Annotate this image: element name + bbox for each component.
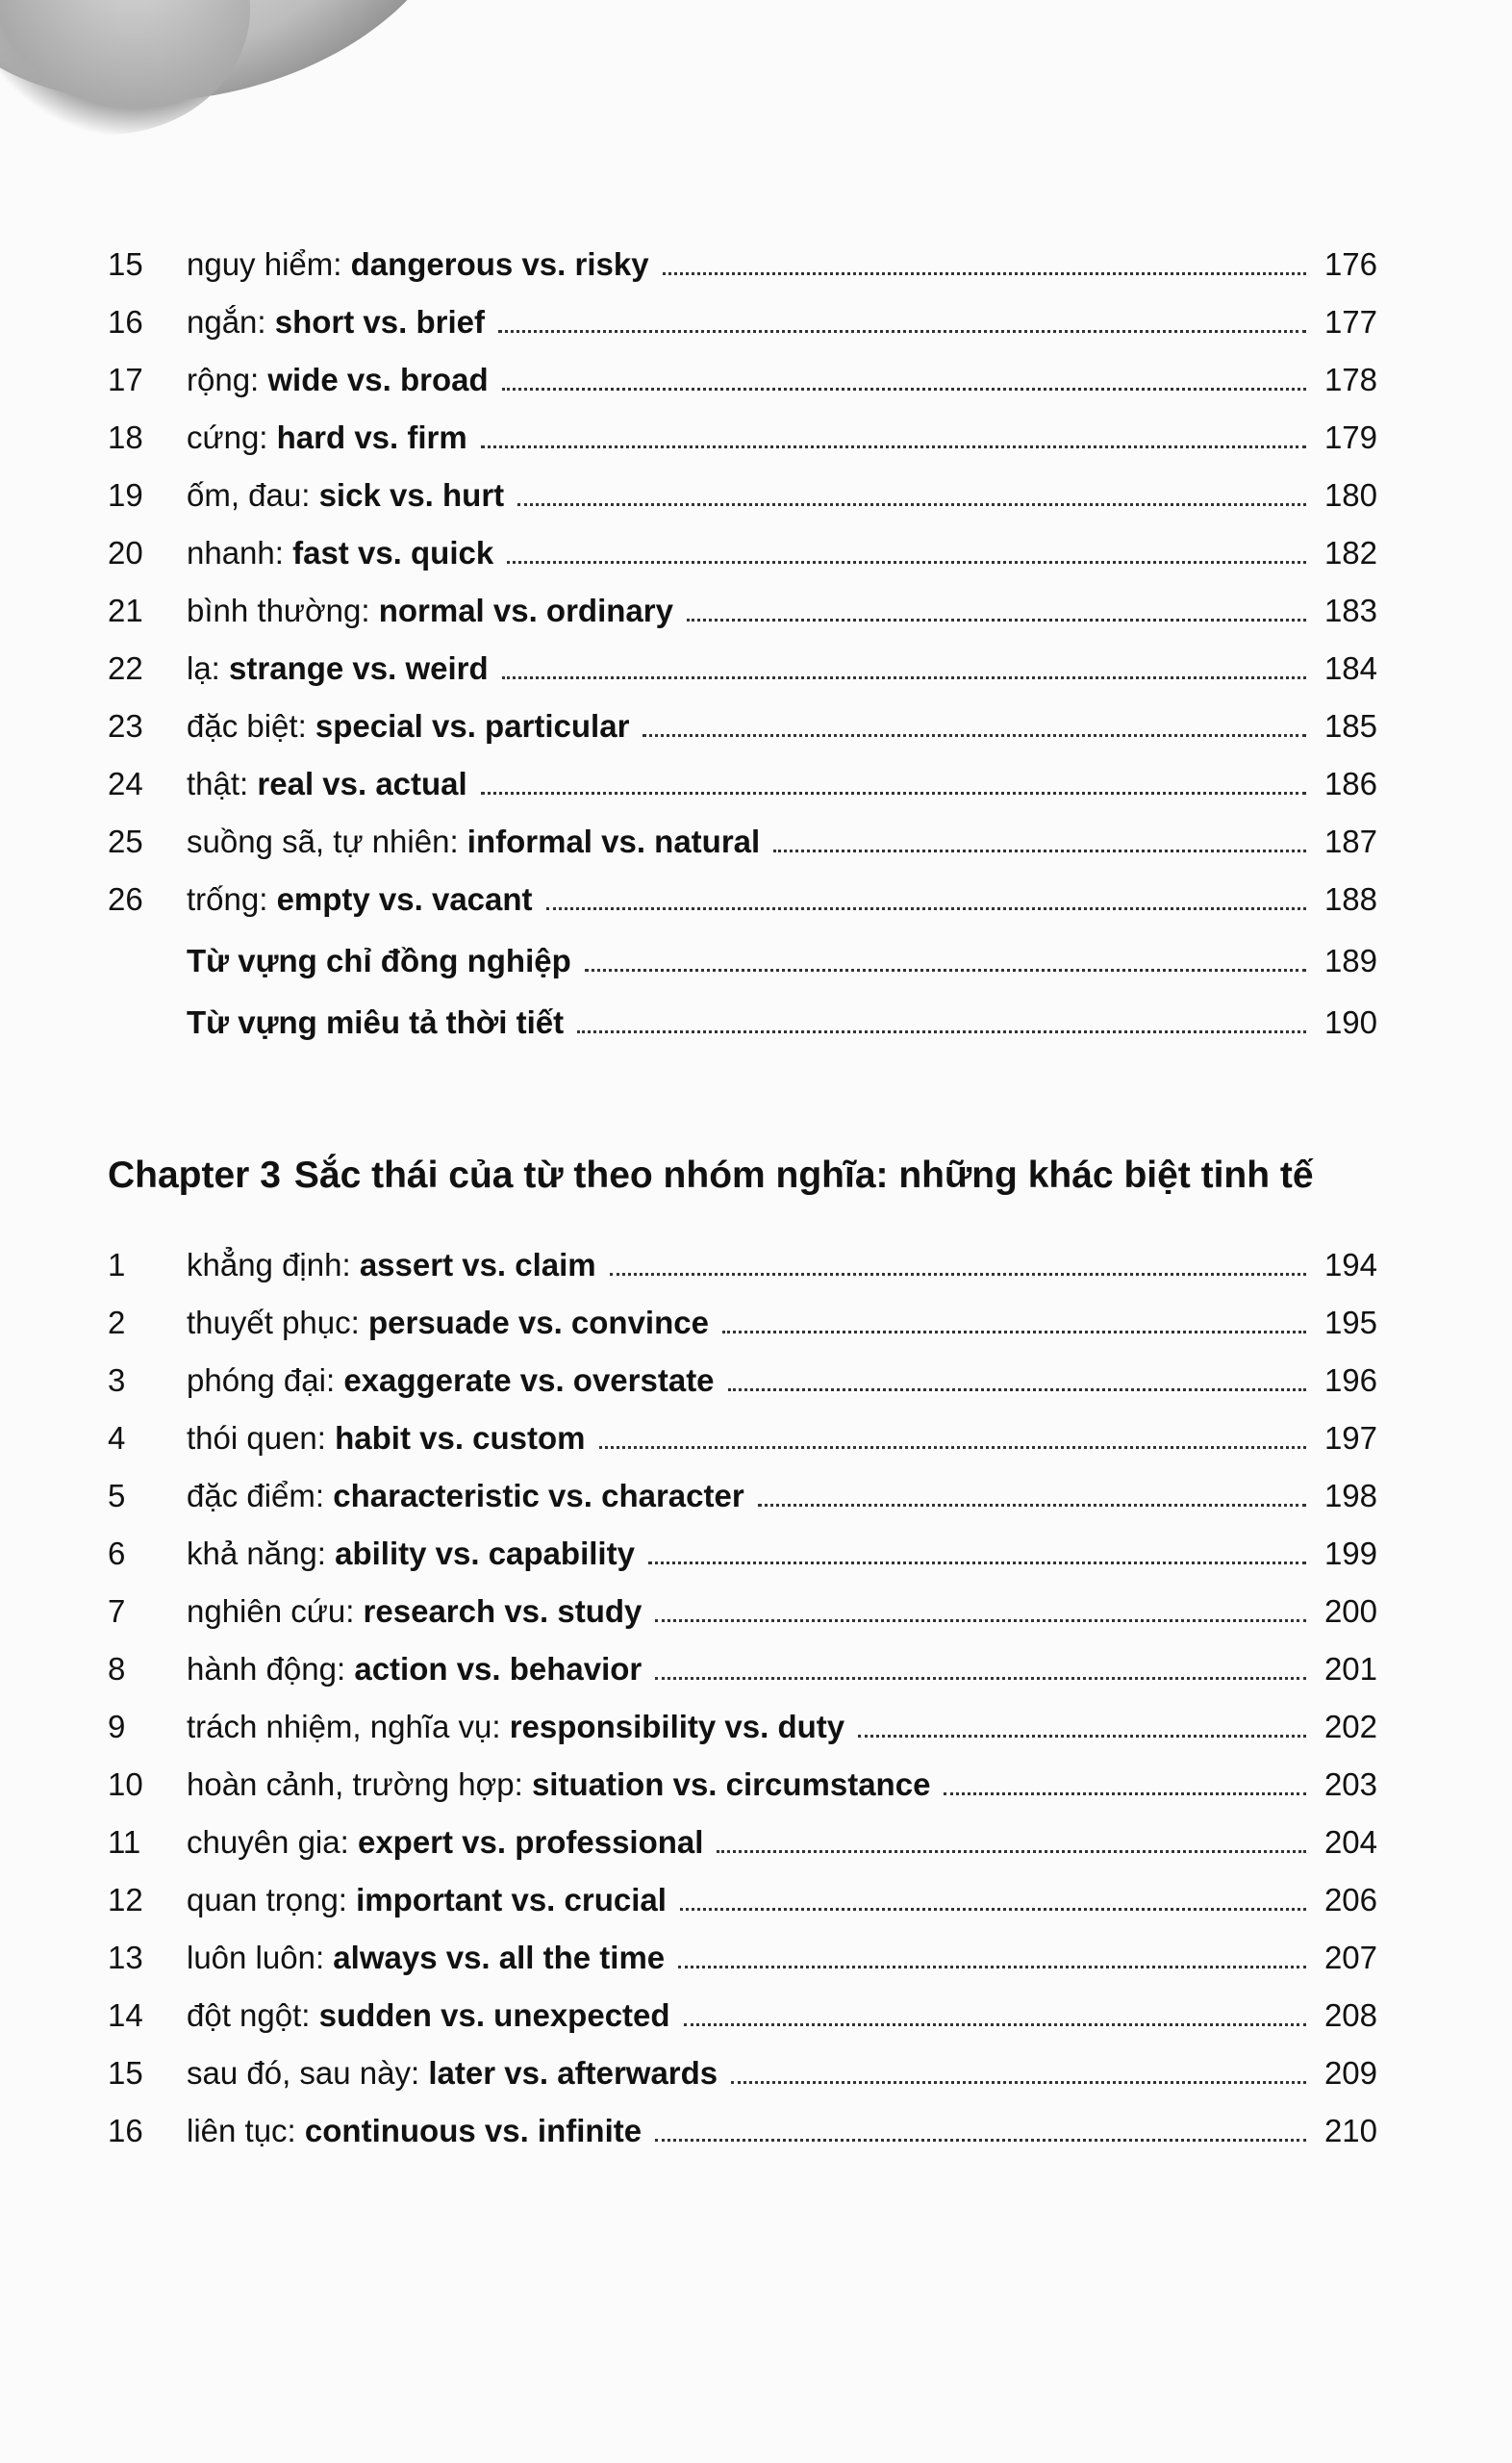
entry-vietnamese: liên tục:: [187, 2113, 305, 2148]
toc-entry[interactable]: [108, 515, 1377, 572]
dot-leader: [663, 272, 1306, 275]
entry-number: 14: [108, 1997, 143, 2033]
entry-vietnamese: lạ:: [187, 650, 230, 686]
dot-leader: [643, 734, 1306, 737]
page-number: 179: [1323, 419, 1377, 455]
toc-entry[interactable]: [108, 399, 1377, 457]
dot-leader: [648, 1562, 1306, 1564]
entry-number: 2: [108, 1305, 126, 1340]
entry-vietnamese: khẳng định:: [187, 1247, 360, 1282]
entry-vietnamese: luôn luôn:: [187, 1940, 334, 1975]
dot-leader: [728, 1388, 1306, 1391]
entry-english: expert vs. professional: [357, 1824, 704, 1860]
entry-vietnamese: hành động:: [187, 1651, 355, 1687]
entry-title: [187, 1361, 715, 1400]
dot-leader: [481, 445, 1306, 448]
entry-number: 1: [108, 1247, 126, 1282]
entry-title: Từ vựng miêu tả thời tiết: [187, 1004, 565, 1040]
entry-number: 12: [108, 1882, 143, 1917]
toc-entry[interactable]: [108, 1573, 1377, 1631]
entry-vietnamese: thật:: [187, 766, 258, 801]
dot-leader: [758, 1504, 1306, 1507]
toc-entry[interactable]: [108, 980, 1377, 1042]
page-number: 200: [1323, 1593, 1377, 1629]
toc-entry[interactable]: [108, 226, 1377, 284]
entry-vietnamese: thói quen:: [187, 1420, 336, 1456]
page-number: 188: [1323, 881, 1377, 917]
toc-entry[interactable]: [108, 746, 1377, 803]
entry-number: 22: [108, 650, 143, 686]
dot-leader: [577, 1030, 1306, 1033]
dot-leader: [546, 907, 1306, 910]
dot-leader: [585, 969, 1306, 972]
entry-title: [187, 1996, 670, 2035]
entry-vietnamese: sau đó, sau này:: [187, 2055, 429, 2091]
toc-list-section-2: [108, 226, 1377, 919]
entry-vietnamese: khả năng:: [187, 1536, 336, 1571]
page-number: 194: [1323, 1247, 1377, 1282]
entry-vietnamese: trống:: [187, 881, 277, 917]
entry-title: [187, 534, 493, 572]
page-number: 197: [1323, 1420, 1377, 1456]
entry-number: 15: [108, 246, 143, 282]
page-number: 196: [1323, 1362, 1377, 1398]
dot-leader: [655, 1619, 1306, 1622]
entry-english: habit vs. custom: [335, 1420, 586, 1456]
entry-english: dangerous vs. risky: [350, 246, 649, 282]
entry-vietnamese: đặc điểm:: [187, 1478, 334, 1513]
entry-vietnamese: thuyết phục:: [187, 1305, 368, 1340]
dot-leader: [680, 1908, 1306, 1911]
toc-entry[interactable]: [108, 1977, 1377, 2035]
toc-entry[interactable]: [108, 1746, 1377, 1804]
dot-leader: [502, 676, 1306, 679]
entry-title: [187, 303, 485, 342]
page-number: 209: [1323, 2055, 1377, 2091]
entry-english: wide vs. broad: [267, 362, 489, 397]
dot-leader: [858, 1735, 1306, 1738]
page-number: 180: [1323, 477, 1377, 513]
entry-number: 16: [108, 2113, 143, 2148]
entry-vietnamese: đặc biệt:: [187, 708, 315, 744]
entry-english: continuous vs. infinite: [304, 2113, 643, 2148]
decorative-blob-shadow: [0, 0, 250, 135]
entry-number: 26: [108, 881, 143, 917]
toc-sub-items: [108, 919, 1377, 1042]
entry-number: 16: [108, 304, 143, 340]
entry-title: [187, 1765, 930, 1804]
entry-vietnamese: chuyên gia:: [187, 1824, 358, 1860]
toc-entry[interactable]: [108, 803, 1377, 861]
entry-english: sudden vs. unexpected: [318, 1997, 670, 2033]
entry-vietnamese: cứng:: [187, 419, 277, 455]
entry-english: hard vs. firm: [276, 419, 467, 455]
dot-leader: [498, 330, 1306, 333]
entry-english: situation vs. circumstance: [531, 1766, 931, 1802]
page-number: 202: [1323, 1709, 1377, 1744]
entry-number: 15: [108, 2055, 143, 2091]
entry-number: 8: [108, 1651, 126, 1687]
dot-leader: [773, 850, 1306, 852]
entry-title: [187, 765, 467, 803]
entry-number: 19: [108, 477, 143, 513]
chapter-heading: [108, 1155, 1314, 1197]
page-number: 210: [1323, 2113, 1377, 2148]
entry-english: normal vs. ordinary: [378, 593, 673, 628]
dot-leader: [722, 1331, 1306, 1333]
toc-entry[interactable]: [108, 1689, 1377, 1746]
page-number: 195: [1323, 1305, 1377, 1340]
entry-number: 10: [108, 1766, 143, 1802]
chapter-title: Sắc thái của từ theo nhóm nghĩa: những khác biệt tinh tế: [293, 1155, 1314, 1196]
entry-english: fast vs. quick: [292, 535, 494, 571]
entry-title: [187, 1477, 744, 1515]
toc-list-chapter-3: [108, 1227, 1377, 2150]
toc-entry[interactable]: [108, 1400, 1377, 1458]
toc-entry[interactable]: [108, 919, 1377, 980]
entry-english: informal vs. natural: [466, 824, 761, 859]
entry-title: [187, 592, 673, 630]
entry-title: [187, 476, 504, 515]
entry-title: [187, 880, 533, 919]
entry-title: [187, 1535, 635, 1573]
entry-title: [187, 2054, 718, 2093]
page-number: 203: [1323, 1766, 1377, 1802]
entry-vietnamese: nhanh:: [187, 535, 293, 571]
page-number: 182: [1323, 535, 1377, 571]
toc-entry[interactable]: [108, 1804, 1377, 1862]
entry-vietnamese: ốm, đau:: [187, 477, 319, 513]
entry-number: 18: [108, 419, 143, 455]
toc-entry[interactable]: [108, 2093, 1377, 2150]
entry-number: 17: [108, 362, 143, 397]
entry-english: responsibility vs. duty: [509, 1709, 845, 1744]
toc-entry[interactable]: [108, 284, 1377, 342]
entry-title: [187, 1650, 642, 1689]
page-number: 176: [1323, 246, 1377, 282]
toc-entry[interactable]: [108, 1631, 1377, 1689]
page-number: 183: [1323, 593, 1377, 628]
dot-leader: [717, 1850, 1306, 1853]
entry-title: [187, 1304, 709, 1342]
page-number: 184: [1323, 650, 1377, 686]
entry-english: strange vs. weird: [229, 650, 489, 686]
page-number: 201: [1323, 1651, 1377, 1687]
toc-entry[interactable]: [108, 1515, 1377, 1573]
page-number: 177: [1323, 304, 1377, 340]
entry-english: later vs. afterwards: [428, 2055, 718, 2091]
entry-title: [187, 1419, 586, 1458]
dot-leader: [481, 792, 1306, 795]
entry-vietnamese: hoàn cảnh, trường hợp:: [187, 1766, 532, 1802]
entry-title: Từ vựng chỉ đồng nghiệp: [187, 943, 571, 978]
page-number: 199: [1323, 1536, 1377, 1571]
entry-english: empty vs. vacant: [276, 881, 533, 917]
page-number: 190: [1323, 1004, 1377, 1040]
entry-number: 3: [108, 1362, 126, 1398]
entry-english: sick vs. hurt: [318, 477, 505, 513]
toc-entry[interactable]: [108, 1862, 1377, 1919]
entry-number: 7: [108, 1593, 126, 1629]
dot-leader: [610, 1273, 1306, 1276]
entry-vietnamese: suồng sã, tự nhiên:: [187, 824, 467, 859]
entry-number: 13: [108, 1940, 143, 1975]
entry-vietnamese: bình thường:: [187, 593, 379, 628]
toc-entry[interactable]: [108, 630, 1377, 688]
entry-number: 9: [108, 1709, 126, 1744]
entry-title: [187, 1708, 844, 1746]
page-number: 189: [1323, 943, 1377, 978]
entry-number: 23: [108, 708, 143, 744]
toc-entry[interactable]: [108, 1458, 1377, 1515]
entry-english: real vs. actual: [257, 766, 467, 801]
entry-vietnamese: rộng:: [187, 362, 268, 397]
toc-entry[interactable]: [108, 688, 1377, 746]
chapter-label: Chapter 3: [108, 1155, 281, 1196]
entry-number: 20: [108, 535, 143, 571]
entry-english: special vs. particular: [315, 708, 630, 744]
entry-english: ability vs. capability: [335, 1536, 635, 1571]
dot-leader: [944, 1792, 1306, 1795]
dot-leader: [599, 1446, 1306, 1449]
entry-title: [187, 361, 489, 399]
dot-leader: [502, 388, 1306, 391]
entry-title: [187, 1246, 596, 1284]
entry-number: 21: [108, 593, 143, 628]
entry-vietnamese: nghiên cứu:: [187, 1593, 364, 1629]
entry-title: [187, 245, 649, 284]
entry-number: 4: [108, 1420, 126, 1456]
page-number: 185: [1323, 708, 1377, 744]
page-number: 206: [1323, 1882, 1377, 1917]
entry-vietnamese: ngắn:: [187, 304, 275, 340]
toc-entry[interactable]: [108, 2035, 1377, 2093]
dot-leader: [678, 1966, 1306, 1968]
entry-title: [187, 707, 629, 746]
entry-title: [187, 1939, 665, 1977]
entry-number: 25: [108, 824, 143, 859]
entry-number: 11: [108, 1824, 141, 1860]
entry-english: research vs. study: [363, 1593, 643, 1629]
entry-title: [187, 1823, 703, 1862]
entry-english: short vs. brief: [274, 304, 485, 340]
entry-english: assert vs. claim: [359, 1247, 596, 1282]
page-number: 186: [1323, 766, 1377, 801]
dot-leader: [655, 2139, 1306, 2142]
entry-title: [187, 2112, 642, 2150]
dot-leader: [731, 2081, 1306, 2084]
toc-entry[interactable]: [108, 1284, 1377, 1342]
entry-english: important vs. crucial: [356, 1882, 667, 1917]
page-number: 208: [1323, 1997, 1377, 2033]
dot-leader: [684, 2023, 1306, 2026]
dot-leader: [655, 1677, 1306, 1680]
entry-title: [187, 1881, 667, 1919]
dot-leader: [687, 619, 1306, 622]
page-number: 178: [1323, 362, 1377, 397]
toc-entry[interactable]: [108, 342, 1377, 399]
entry-vietnamese: trách nhiệm, nghĩa vụ:: [187, 1709, 510, 1744]
page-number: 187: [1323, 824, 1377, 859]
entry-english: action vs. behavior: [354, 1651, 643, 1687]
page-number: 204: [1323, 1824, 1377, 1860]
entry-title: [187, 823, 760, 861]
entry-number: 24: [108, 766, 143, 801]
toc-entry[interactable]: [108, 1227, 1377, 1284]
dot-leader: [517, 503, 1306, 506]
entry-english: always vs. all the time: [333, 1940, 666, 1975]
entry-vietnamese: nguy hiểm:: [187, 246, 351, 282]
entry-vietnamese: đột ngột:: [187, 1997, 319, 2033]
page-number: 198: [1323, 1478, 1377, 1513]
entry-english: exaggerate vs. overstate: [343, 1362, 715, 1398]
entry-title: [187, 419, 467, 457]
entry-english: persuade vs. convince: [367, 1305, 709, 1340]
dot-leader: [507, 561, 1306, 564]
entry-vietnamese: phóng đại:: [187, 1362, 344, 1398]
entry-title: [187, 649, 489, 688]
toc-entry[interactable]: [108, 861, 1377, 919]
toc-entry[interactable]: [108, 1919, 1377, 1977]
page-number: 207: [1323, 1940, 1377, 1975]
toc-entry[interactable]: [108, 457, 1377, 515]
toc-entry[interactable]: [108, 1342, 1377, 1400]
entry-title: [187, 1592, 642, 1631]
entry-vietnamese: quan trọng:: [187, 1882, 357, 1917]
toc-entry[interactable]: [108, 572, 1377, 630]
entry-number: 6: [108, 1536, 126, 1571]
entry-number: 5: [108, 1478, 126, 1513]
entry-english: characteristic vs. character: [333, 1478, 744, 1513]
